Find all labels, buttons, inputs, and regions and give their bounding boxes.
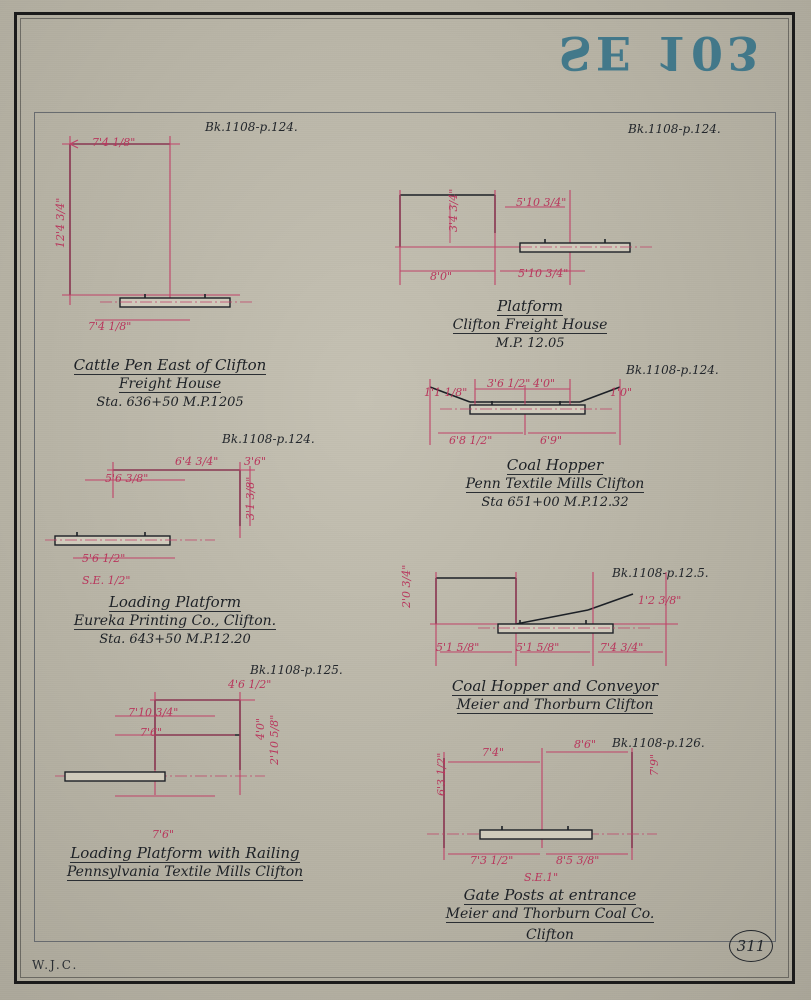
dim-gate-right-vert: 7'9"	[648, 753, 661, 776]
dim-railing-top: 4'6 1/2"	[228, 678, 272, 691]
dim-gate-top-right: 8'6"	[574, 738, 597, 751]
book-ref-coal-hopper-conveyor: Bk.1108-p.12.5.	[612, 566, 709, 580]
dim-cattle-pen-bottom: 7'4 1/8"	[88, 320, 132, 333]
book-ref-platform-freight-house: Bk.1108-p.124.	[628, 122, 721, 136]
dim-railing-left-mid: 7'6"	[140, 726, 163, 739]
dim-gate-se: S.E.1"	[524, 871, 559, 884]
dim-coal-hopper-penn-bl: 6'8 1/2"	[449, 434, 493, 447]
dim-conveyor-b1: 5'1 5/8"	[436, 641, 480, 654]
dim-coal-hopper-penn-right: 1'0"	[610, 386, 633, 399]
dim-gate-top-left: 7'4"	[482, 746, 505, 759]
book-ref-loading-platform-eureka: Bk.1108-p.124.	[222, 432, 315, 446]
caption-cattle-pen: Cattle Pen East of Clifton Freight House Sta. 636+50 M.P.1205	[73, 356, 267, 411]
dim-coal-hopper-penn-left: 1'1 1/8"	[424, 386, 468, 399]
dim-platform-top: 5'10 3/4"	[516, 196, 567, 209]
dim-cattle-pen-vertical: 12'4 3/4"	[54, 197, 67, 248]
dim-eureka-bottom: 5'6 1/2"	[82, 552, 126, 565]
caption-coal-hopper-penn: Coal Hopper Penn Textile Mills Clifton Sta 651+00 M.P.12.32	[465, 456, 645, 511]
dim-railing-bottom: 7'6"	[152, 828, 175, 841]
figure-coal-hopper-conveyor-drawing	[418, 566, 718, 686]
dim-platform-vertical: 3'4 3/4"	[447, 188, 460, 232]
dim-gate-bottom-left: 7'3 1/2"	[470, 854, 514, 867]
dim-coal-hopper-penn-b: 4'0"	[533, 377, 556, 390]
dim-railing-right2: 2'10 5/8"	[268, 714, 281, 765]
dim-eureka-left: 5'6 3/8"	[105, 472, 149, 485]
page-number: 311	[729, 930, 773, 962]
dim-coal-hopper-penn-a: 3'6 1/2"	[487, 377, 531, 390]
dim-gate-bottom-right: 8'5 3/8"	[556, 854, 600, 867]
dim-platform-bottom-right: 5'10 3/4"	[518, 267, 569, 280]
dim-coal-hopper-penn-br: 6'9"	[540, 434, 563, 447]
caption-platform-freight-house: Platform Clifton Freight House M.P. 12.05	[452, 297, 608, 352]
figure-cattle-pen-drawing	[40, 130, 340, 370]
dim-eureka-right-top: 3'6"	[244, 455, 267, 468]
dim-railing-left-top: 7'10 3/4"	[128, 706, 179, 719]
book-ref-coal-hopper-penn: Bk.1108-p.124.	[626, 363, 719, 377]
dim-platform-bottom-left: 8'0"	[430, 270, 453, 283]
dim-conveyor-vertical: 2'0 3/4"	[400, 564, 413, 608]
dim-conveyor-b3: 7'4 3/4"	[600, 641, 644, 654]
book-ref-loading-platform-railing: Bk.1108-p.125.	[250, 663, 343, 677]
dim-gate-left-vert: 6'3 1/2"	[435, 752, 448, 796]
dim-conveyor-b2: 5'1 5/8"	[516, 641, 560, 654]
figure-loading-platform-railing-drawing	[55, 680, 335, 820]
dim-eureka-se: S.E. 1/2"	[82, 574, 131, 587]
archive-stamp: SE 103	[558, 26, 763, 80]
book-ref-gate-posts: Bk.1108-p.126.	[612, 736, 705, 750]
dim-cattle-pen-top: 7'4 1/8"	[92, 136, 136, 149]
draftsman-initials: W.J.C.	[32, 958, 79, 972]
dim-conveyor-right: 1'2 3/8"	[638, 594, 682, 607]
dim-railing-right: 4'0"	[254, 717, 267, 740]
dim-eureka-top: 6'4 3/4"	[175, 455, 219, 468]
caption-coal-hopper-conveyor: Coal Hopper and Conveyor Meier and Thorburn Clifton	[451, 677, 659, 714]
caption-gate-posts: Gate Posts at entrance Meier and Thorburn Coal Co. Clifton	[445, 886, 655, 944]
dim-eureka-vertical: 3'1 3/8"	[244, 476, 257, 520]
caption-loading-platform-railing: Loading Platform with Railing Pennsylvania Textile Mills Clifton	[66, 844, 304, 881]
caption-loading-platform-eureka: Loading Platform Eureka Printing Co., Clifton. Sta. 643+50 M.P.12.20	[73, 593, 277, 648]
book-ref-cattle-pen: Bk.1108-p.124.	[205, 120, 298, 134]
